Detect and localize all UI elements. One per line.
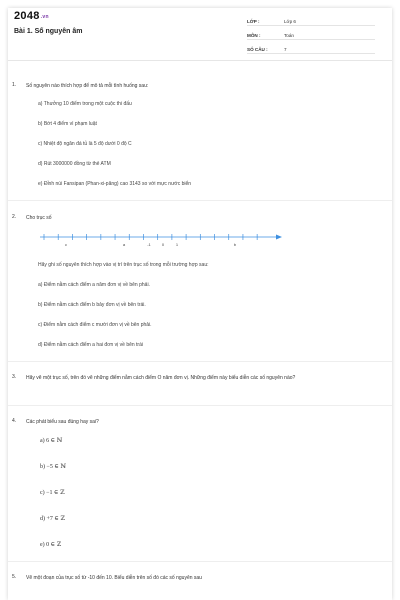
- question-number: 1.: [12, 82, 17, 88]
- number-line-arrow: [276, 235, 282, 240]
- field-value: Lớp 6: [284, 19, 296, 24]
- field-class: [247, 14, 375, 26]
- option-item: c) Nhiệt độ ngăn đá tủ là 5 độ dưới 0 độ C: [38, 141, 132, 147]
- question-divider: [8, 361, 392, 362]
- logo-main: 2048: [14, 10, 40, 22]
- number-line-label: 1: [175, 242, 179, 247]
- field-label: SỐ CÂU :: [247, 47, 268, 52]
- question-instruction: Hãy ghi số nguyên thích hợp vào vị trí trên trục số trong mỗi trường hợp sau:: [38, 262, 209, 268]
- number-line-label: c: [65, 242, 67, 247]
- question-text: Cho trục số: [26, 215, 52, 221]
- question-number: 3.: [12, 374, 17, 380]
- field-value: Toán: [284, 33, 294, 38]
- number-line-label: a: [122, 242, 126, 247]
- statement-item: a) 6 ∈ ℕ: [40, 438, 63, 444]
- option-item: a) Thưởng 10 điểm trong một cuộc thi đấu: [38, 101, 132, 107]
- question-divider: [8, 405, 392, 406]
- field-value: 7: [284, 47, 287, 52]
- question-text: Các phát biểu sau đúng hay sai?: [26, 419, 99, 425]
- option-item: b) Bớt 4 điểm vì phạm luật: [38, 121, 97, 127]
- option-item: e) Đỉnh núi Fansipan (Phan-xi-păng) cao 3143 so với mực nước biển: [38, 181, 192, 187]
- site-logo[interactable]: [14, 10, 49, 22]
- question-number: 5.: [12, 574, 17, 580]
- statement-item: e) 0 ∈ ℤ: [40, 542, 61, 548]
- logo-suffix: .vn: [40, 14, 49, 20]
- number-line: [38, 229, 288, 249]
- option-item: d) Điểm nằm cách điểm a hai đơn vị về bên trái: [38, 342, 143, 348]
- question-number: 2.: [12, 214, 17, 220]
- option-item: d) Rút 3000000 đồng từ thẻ ATM: [38, 161, 111, 167]
- question-number: 4.: [12, 418, 17, 424]
- question-divider: [8, 200, 392, 201]
- question-text: Vẽ một đoạn của trục số từ -10 đến 10. Biểu diễn trên số đó các số nguyên sau: [26, 575, 202, 581]
- lesson-title: Bài 1. Số nguyên âm: [14, 28, 83, 35]
- option-item: c) Điểm nằm cách điểm c mười đơn vị về bên phải.: [38, 322, 152, 328]
- question-text: Hãy vẽ một trục số, trên đó vẽ những điểm nằm cách điểm O năm đơn vị. Những điểm này biểu diễn các số nguyên nào?: [26, 375, 296, 381]
- option-item: b) Điểm nằm cách điểm b bảy đơn vị về bên trái.: [38, 302, 146, 308]
- statement-item: d) +7 ∈ ℤ: [40, 516, 65, 522]
- number-line-label: 0: [161, 242, 165, 247]
- field-label: MÔN :: [247, 33, 261, 38]
- question-divider: [8, 561, 392, 562]
- option-item: a) Điểm nằm cách điểm a năm đơn vị về bên phải.: [38, 282, 150, 288]
- field-label: LỚP :: [247, 19, 260, 24]
- number-line-label: -1: [147, 242, 151, 247]
- field-question-count: [247, 42, 375, 54]
- header-divider: [8, 60, 392, 61]
- field-subject: [247, 28, 375, 40]
- number-line-label: b: [233, 242, 237, 247]
- statement-item: c) −1 ∈ ℤ: [40, 490, 65, 496]
- statement-item: b) −5 ∈ ℕ: [40, 464, 66, 470]
- question-text: Số nguyên nào thích hợp để mô tả mỗi tình huống sau:: [26, 83, 149, 89]
